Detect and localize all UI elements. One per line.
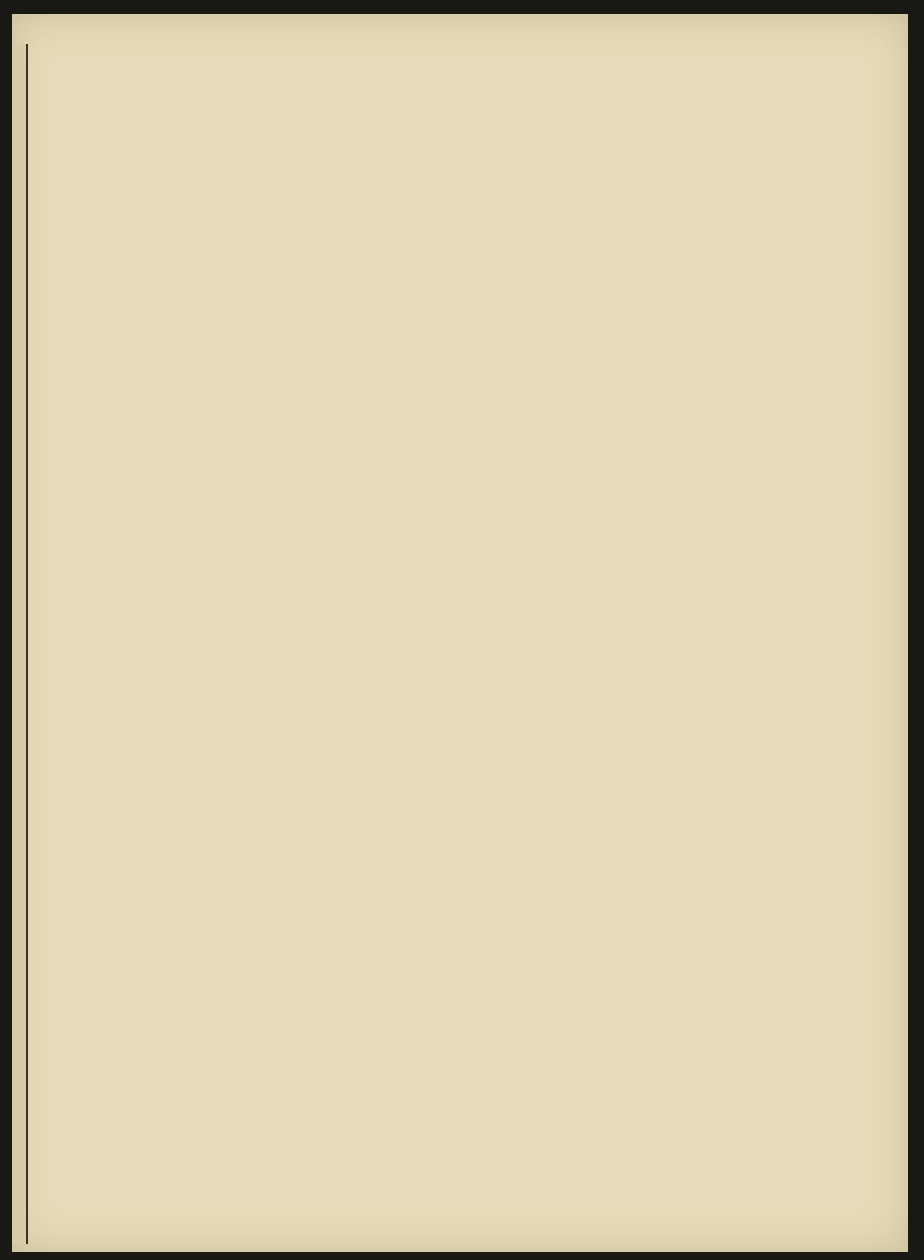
binding-gutter (12, 44, 28, 1244)
document-page (12, 14, 908, 1252)
